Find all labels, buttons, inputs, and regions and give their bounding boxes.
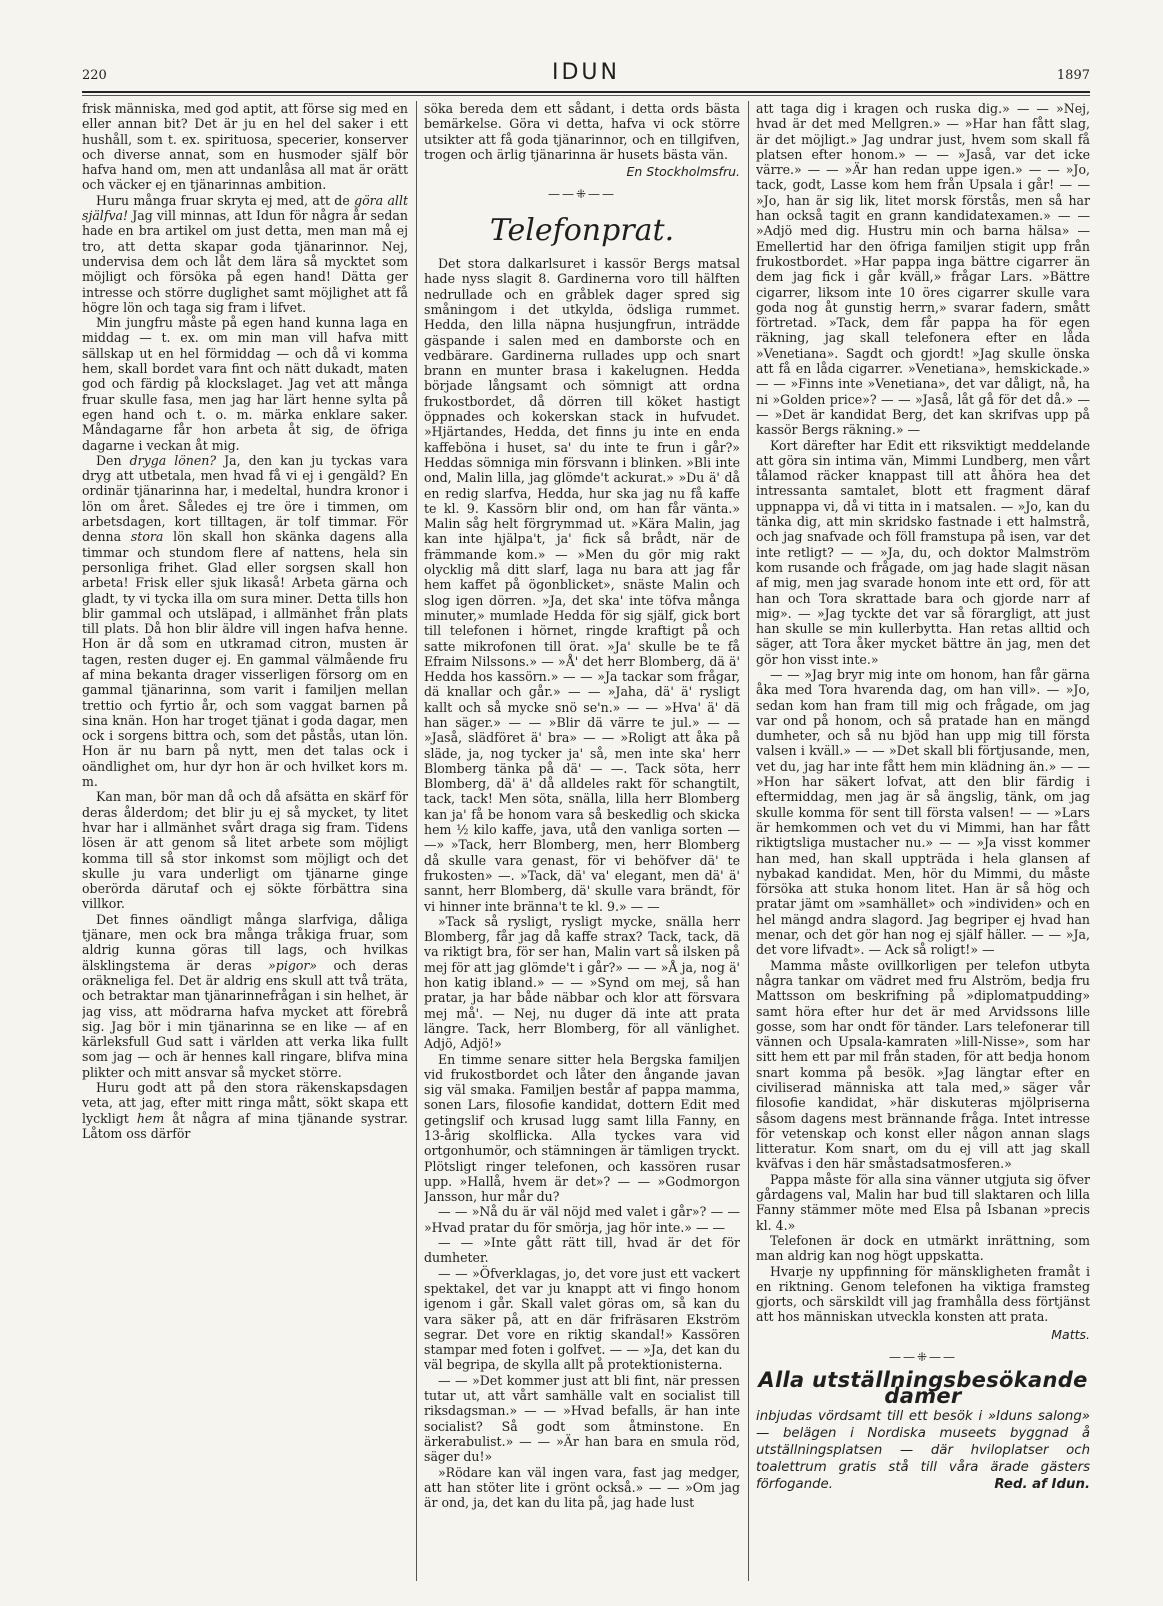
page-year: 1897 [1056, 68, 1090, 83]
header-rule-thin [82, 95, 1090, 96]
page-header [82, 60, 1090, 90]
column-2 [424, 101, 740, 1587]
paragraph: — — »Inte gått rätt till, hvad är det för dumheter. [424, 1235, 740, 1266]
column-1 [82, 101, 408, 1587]
article-heading: Telefonprat. [489, 212, 675, 248]
advertisement-text: inbjudas vördsamt till ett besök i »Iduns salong» — belägen i Nordiska museets byggnad å utställningsplatsen — där hviloplatser och toalettrum gratis stå till våra ärade gästers förfogande. [756, 1408, 1090, 1492]
paragraph: Pappa måste för alla sina vänner utgjuta sig öfver gårdagens val, Malin har bud till slaktaren och lilla Fanny stämmer möte med Elsa på Isbanan »precis kl. 4.» [756, 1171, 1090, 1233]
paragraph: Huru många fruar skryta ej med, att de göra allt själfva! Jag vill minnas, att Idun för några år sedan hade en bra artikel om just detta, men man må ej tro, att detta skapar goda tjänarinnor. Nej, undervisa dem och låt dem lära så mycktet som möjligt och försöka på egen hand! Dätta ger intresse och större duglighet samt möjlighet att få högre lön och taga sig fram i lifvet. [82, 192, 408, 315]
section-ornament: ——⁜—— [547, 187, 617, 202]
paragraph: att taga dig i kragen och ruska dig.» — — »Nej, hvad är det med Mellgren.» — »Har han fått slag, är det möjligt.» Jag undrar just, hvem som skall få platsen efter honom.» — — »Jaså, var det icke värre.» — — »Är han redan uppe igen.» — — »Jo, tack, godt, Lasse kom hem från Upsala i går! — — »Jo, han är sig lik, litet morsk förstås, men så har han också tagit en grann kandidatexamen.» — — »Adjö med dig. Hustru min och barna hälsa» — Emellertid har den öfriga familjen stigit upp från frukostbordet. »Har pappa inga bättre cigarrer än dem jag fick i går kväll,» frågar Lars. »Bättre cigarrer, liksom inte 10 öres cigarrer skulle vara goda nog åt gunstig herrn,» svarar fadern, smått förtretad. »Tack, dem får pappa ha för egen räkning, jag skall telefonera efter en låda »Venetiana». Sagdt och gjordt! »Jag skulle önska att få en låda cigarrer. »Venetiana», hemskickade.» — — »Finns inte »Venetiana», det var dåligt, nå, ha ni »Golden price»? — — »Jaså, låt gå för det då.» — — »Det är kandidat Berg, det kan skrifvas upp på kassör Bergs räkning.» — [756, 101, 1090, 438]
page-number: 220 [82, 68, 107, 83]
section-ornament: ——⁜—— [888, 1350, 958, 1365]
paragraph: — — »Det kommer just att bli fint, när pressen tutar ut, att vårt samhälle valt en socialist till riksdagsman.» — — »Hvad befalls, är han inte socialist? Så godt som åtminstone. En ärkerabulist.» — — »Är han bara en smula röd, säger du!» [424, 1372, 740, 1465]
paragraph: Kort därefter har Edit ett riksviktigt meddelande att göra sin intima vän, Mimmi Lundberg, men vårt tålamod räcker knappast till att åhöra hea det intressanta samtalet, blott ett fragment däraf uppnappa vi, då vi titta in i matsalen. — »Jo, kan du tänka dig, att min skridsko fastnade i ett halmstrå, och jag snafvade och föll framstupa på isen, var det inte retligt? — — »Ja, du, och doktor Malmström kom rusande och frågade, om jag hade slagit näsan af mig, men jag svarade honom inte ett ord, för att han och Tora skrattade bara och gjorde narr af mig». — »Jag tyckte det var så förargligt, att just han skulle se min kullerbytta. Han retas alltid och säger, att Tora åker mycket bättre än jag, men det gör hon visst inte.» [756, 437, 1090, 667]
advertisement-signature: Red. af Idun. [994, 1476, 1090, 1492]
paragraph: söka bereda dem ett sådant, i detta ords bästa bemärkelse. Göra vi detta, hafva vi ock större utsikter att få goda tjänarinnor, och en tillgifven, trogen och ärlig tjänarinna är husets bästa vän. [424, 101, 740, 162]
column-divider-2 [748, 101, 749, 1581]
column-divider-1 [416, 101, 417, 1581]
paragraph: Det stora dalkarlsuret i kassör Bergs matsal hade nyss slagit 8. Gardinerna voro till hälften nedrullade och en gråblek dager spred sig småningom i det utkylda, ödsliga rummet. Hedda, den lilla näpna husjungfrun, inträdde gäspande i salen med en damborste och en vedbärare. Gardinerna rullades upp och snart brann en munter brasa i kakelugnen. Hedda började långsamt och sömnigt att ordna frukostbordet, då dörren till köket hastigt öppnades och kokerskan stack in hufvudet. »Hjärtandes, Hedda, det finns ju inte en enda kaffeböna i huset, sa' du inte te frun i går?» Heddas sömniga min försvann i blinken. »Bli inte ond, Malin lilla, jag glömde't ackurat.» »Du ä' då en redig slarfva, Hedda, hur ska jag nu få kaffe te kl. 9. Kassörn blir ond, om han får vänta.» Malin såg helt förgrymmad ut. »Kära Malin, jag kan inte hjälpa't, ja' fick så brådt, när de främmande kom.» — »Men du gör mig rakt olycklig må ditt slarf, laga nu bara att jag får hem kaffet på ögonblicket», snäste Malin och slog igen dörren. »Ja, det ska' inte töfva många minuter,» mumlade Hedda för sig själf, gick bort till telefonen i hörnet, ringde kraftigt på och satte mikrofonen till örat. »Ja' skulle be te få Efraim Nilssons.» — »Å' det herr Blomberg, dä ä' Hedda hos kassörn.» — — »Ja tackar som frågar, dä knallar och går.» — — »Jaha, dä' ä' rysligt kallt och så mycke snö se'n.» — — »Hva' ä' dä han säger.» — — »Blir dä värre te jul.» — — »Jaså, slädföret ä' bra» — — »Roligt att åka på släde, ja, nog tycker ja' så, men inte ska' herr Blomberg tänka på dä' — —. Tack söta, herr Blomberg, dä' ä' då alldeles rakt för schangtilt, tack, tack! Men söta, snälla, lilla herr Blomberg kan ja' få be honom vara så beskedlig och skicka hem ½ kilo kaffe, java, utå den vanliga sorten — —» »Tack, herr Blomberg, men, herr Blomberg då skulle vara genast, för vi behöfver dä' te frukosten» —. »Tack, dä' va' elegant, men dä' ä' sannt, herr Blomberg, dä' skulle vara brändt, för vi hinner inte bränna't te kl. 9.» — — [424, 256, 740, 914]
paragraph: Huru godt att på den stora räkenskapsdagen veta, att jag, efter mitt ringa mått, sökt skapa ett lyckligt hem åt några af mina tjänande systrar. Låtom oss därför [82, 1080, 408, 1141]
paragraph: Det finnes oändligt många slarfviga, dåliga tjänare, men ock bra många tråkiga fruar, som aldrig kunna göras till lags, och hvilkas älsklingstema är deras »pigor» och deras oräkneliga fel. Det är aldrig ens skull att två träta, och betraktar man tjänarinnefrågan i sin helhet, är jag viss, att mödrarna hafva mycket att förebrå sig. Jag bör i min tjänarinna se en like — af en kärleksfull Gud satt i världen att verka lika fullt som jag — och är hennes kall ringare, blifva mina plikter och mitt ansvar så mycket större. [82, 911, 408, 1080]
paragraph: Kan man, bör man då och då afsätta en skärf för deras ålderdom; det blir ju ej så mycket, ty litet hvar har i allmänhet svårt draga sig fram. Tidens lösen är att genom så litet arbete som möjligt komma till så stor inkomst som möjligt och det skulle ju vara underligt om tjänarne ginge oberörda därutaf och ej sökte förbättra sina villkor. [82, 789, 408, 912]
paragraph: — — »Jag bryr mig inte om honom, han får gärna åka med Tora hvarenda dag, om han vill». — »Jo, sedan kom han fram till mig och frågade, om jag var ond på honom, och så pratade han en mängd dumheter, och så nu bjöd han upp mig till första valsen i kväll.» — — »Det skall bli förtjusande, men, vet du, jag har inte fått hem min klädning än.» — — »Hon har säkert lofvat, att den blir färdig i eftermiddag, men jag är så ängslig, tänk, om jag skulle komma för sent till första valsen! — — »Lars är hemkommen och vet du vi Mimmi, han har fått riktigtsliga mustacher nu.» — — »Ja visst kommer han med, han skall uppträda i hela glansen af nybakad kandidat. Men, hör du Mimmi, du måste försöka att stuka honom litet. Han är så hög och pratar jämt om »samhället» och »individen» och en hel mängd andra slagord. Jag begriper ej hvad han menar, och det gör han nog ej själf häller. — — »Ja, det vore lifvadt». — Ack så roligt!» — [756, 666, 1090, 958]
paragraph: Den dryga lönen? Ja, den kan ju tyckas vara dryg att utbetala, men hvad få vi ej i gengäld? En ordinär tjänarinna har, i medeltal, hundra kronor i lön om året. Således ej tre öre i timmen, om arbetsdagen, kort tilltagen, är tolf timmar. För denna stora lön skall hon skänka dagens alla timmar och stundom flere af nattens, hela sin personliga frihet. Glad eller sorgsen skall hon arbeta! Frisk eller sjuk likaså! Arbeta gärna och gladt, ty vi tycka illa om sura miner. Detta tills hon blir gammal och utsläpad, i allmänhet från plats till plats. Då hon blir äldre vill ingen hafva henne. Hon är då som en utkramad citron, musten är tagen, resten duger ej. En gammal välmående fru af mina bekanta drager visserligen försorg om en gammal tjänarinna, som varit i familjen mellan trettio och fyrtio år, och som vaggat barnen på sina knän. Hon har troget tjänat i goda dagar, men ock i sorgens bittra och, som det påstås, utan lön. Hon är nu barn på nytt, men det talas ock i oändlighet om, hur dyr hon är och hvilket kors m. m. [82, 452, 408, 790]
paragraph: frisk människa, med god aptit, att förse sig med en eller annan bit? Det är ju en hel del saker i ett hushåll, som t. ex. spirituosa, specerier, konserver och diverse annat, som en husmoder själf bör hafva hand om, men att undanlåsa all mat är orätt och väcker ej en tjänarinnas ambition. [82, 101, 408, 193]
header-rule [82, 91, 1090, 93]
paragraph: Telefonen är dock en utmärkt inrättning, som man aldrig kan nog högt uppskatta. [756, 1232, 1090, 1264]
paragraph: — — »Nå du är väl nöjd med valet i går»? — — »Hvad pratar du för smörja, jag hör inte.» — — [424, 1204, 740, 1235]
advertisement-body [756, 1408, 1090, 1493]
author-signature: En Stockholmsfru. [626, 164, 740, 180]
paragraph: »Rödare kan väl ingen vara, fast jag medger, att han stöter lite i grönt också.» — — »Om jag är ond, ja, det kan du lita på, jag hade lust [424, 1464, 740, 1511]
paragraph: Mamma måste ovillkorligen per telefon utbyta några tankar om vädret med fru Alström, bedja fru Mattsson om beskrifning på »diplomatpudding» samt höra efter hur det är med Arvidssons lille gosse, som har ondt för tänder. Lars telefonerar till vännen och Upsala-kamraten »lill-Nisse», som har sitt hem ett par mil från staden, för att bedja honom snart komma på besök. »Jag längtar efter en civiliserad människa att tala med,» säger vår filosofie kandidat, »här diskuteras mjölpriserna såsom dagens mest brännande fråga. Intet intresse för vetenskap och konst eller någon annan slags litteratur. Kom snart, om du ej vill att jag skall kväfvas i den här småstadsatmosferen.» [756, 957, 1090, 1172]
paragraph: Min jungfru måste på egen hand kunna laga en middag — t. ex. om min man vill hafva mitt sällskap ut en hel förmiddag — och då vi komma hem, skall bordet vara fint och nätt dukadt, maten god och färdig på klockslaget. Jag vet att många fruar skulle fasa, men jag har lärt henne sylta på egen hand och t. o. m. märka enklare saker. Måndagarne får hon arbeta åt sig, de öfriga dagarne i veckan åt mig. [82, 315, 408, 453]
masthead-title: IDUN [552, 60, 620, 85]
paragraph: Hvarje ny uppfinning för mänskligheten framåt i en riktning. Genom telefonen ha viktiga framsteg gjorts, och särskildt vill jag framhålla dess förtjänst att hos människan utveckla konsten att prata. [756, 1263, 1090, 1325]
column-3 [756, 101, 1090, 1587]
advertisement-title: Alla utställningsbesökande damer [758, 1368, 1088, 1408]
paragraph: — — »Öfverklagas, jo, det vore just ett vackert spektakel, det var ju knappt att vi fingo honom igenom i går. Skall valet göras om, så kan du vara säker på, att en där frifräsaren Ekström segrar. Det vore en riktig skandal!» Kassören stampar med foten i golfvet. — — »Ja, det kan du väl begripa, de skylla allt på protektionisterna. [424, 1265, 740, 1373]
paragraph: En timme senare sitter hela Bergska familjen vid frukostbordet och låter den ångande javan sig väl smaka. Familjen består af pappa mamma, sonen Lars, filosofie kandidat, dottern Edit med getingslif och krusad lugg samt lilla Fanny, en 13-årig skolflicka. Alla tyckes vara vid ortgonhumör, och stämningen är tämligen tryckt. Plötsligt ringer telefonen, och kassören rusar upp. »Hallå, hvem är det»? — — »Godmorgon Jansson, hur mår du? [424, 1051, 740, 1205]
paragraph: »Tack så rysligt, rysligt mycke, snälla herr Blomberg, får jag då kaffe strax? Tack, tack, dä va riktigt bra, för ser han, Malin vart så ilsken på mej för att jag glömde't i går?» — — »Å ja, nog ä' hon katig ibland.» — — »Synd om mej, så han pratar, ja har både näbbar och klor att försvara mej må'. — Nej, nu duger dä inte att prata längre. Tack, herr Blomberg, för all vänlighet. Adjö, Adjö!» [424, 913, 740, 1052]
author-signature: Matts. [1051, 1326, 1090, 1342]
